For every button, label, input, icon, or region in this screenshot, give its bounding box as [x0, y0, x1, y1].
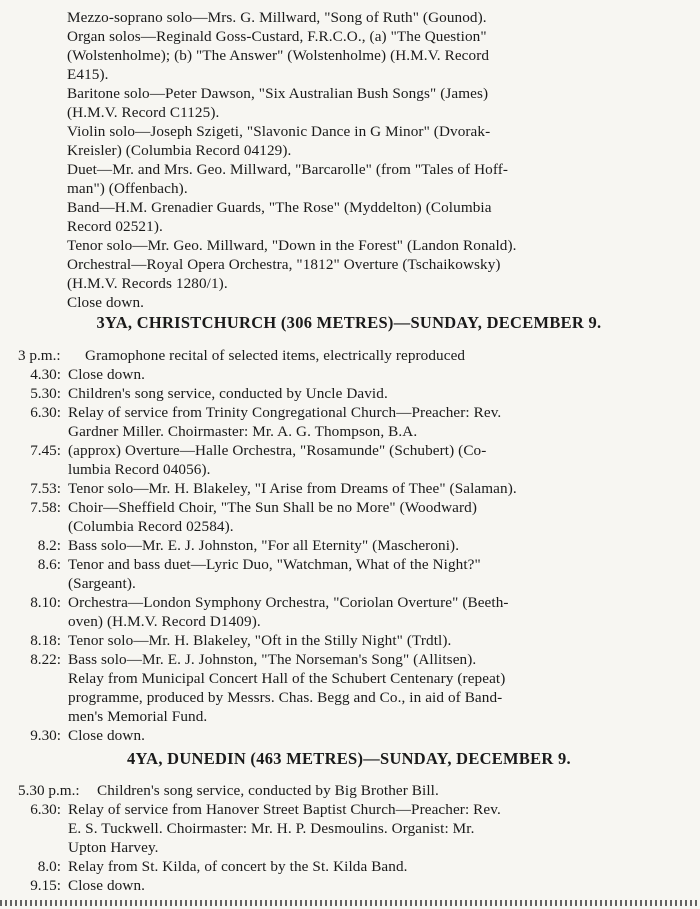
program-line: Relay of service from Trinity Congregational Church—Preacher: Rev.: [68, 404, 502, 421]
time-label: 8.22:: [30, 651, 61, 668]
program-line: (Columbia Record 02584).: [68, 518, 234, 535]
program-line: oven) (H.M.V. Record D1409).: [68, 613, 261, 630]
program-line: E415).: [67, 66, 109, 83]
program-line: Children's song service, conducted by Big Brother Bill.: [97, 782, 439, 799]
time-label: 4.30:: [30, 366, 61, 383]
time-label: 8.0:: [37, 858, 61, 875]
time-label: 9.15:: [30, 877, 61, 894]
program-line: Duet—Mr. and Mrs. Geo. Millward, "Barcarolle" (from "Tales of Hoff-: [67, 161, 509, 178]
section-heading-christchurch: 3YA, CHRISTCHURCH (306 METRES)—SUNDAY, DECEMBER 9.: [96, 313, 602, 332]
program-line: Tenor solo—Mr. Geo. Millward, "Down in the Forest" (Landon Ronald).: [67, 237, 517, 254]
time-label: 3 p.m.:: [18, 347, 61, 364]
time-label: 9.30:: [30, 727, 61, 744]
time-label: 6.30:: [30, 404, 61, 421]
time-label: 7.45:: [30, 442, 61, 459]
program-line: Tenor solo—Mr. H. Blakeley, "Oft in the Stilly Night" (Trdtl).: [68, 632, 452, 649]
section-heading-dunedin: 4YA, DUNEDIN (463 METRES)—SUNDAY, DECEMBER 9.: [126, 749, 571, 768]
program-line: Organ solos—Reginald Goss-Custard, F.R.C.O., (a) "The Question": [67, 28, 487, 45]
program-line: Gramophone recital of selected items, electrically reproduced: [85, 347, 466, 364]
program-line: (H.M.V. Record C1125).: [67, 104, 220, 121]
program-line: Violin solo—Joseph Szigeti, "Slavonic Dance in G Minor" (Dvorak-: [67, 123, 491, 140]
program-line: Band—H.M. Grenadier Guards, "The Rose" (Myddelton) (Columbia: [67, 199, 492, 216]
program-line: (H.M.V. Records 1280/1).: [67, 275, 228, 292]
program-line: E. S. Tuckwell. Choirmaster: Mr. H. P. Desmoulins. Organist: Mr.: [68, 820, 475, 837]
program-line: programme, produced by Messrs. Chas. Begg and Co., in aid of Band-: [68, 689, 503, 706]
time-label: 5.30 p.m.:: [18, 782, 80, 799]
time-label: 5.30:: [30, 385, 61, 402]
program-line: Relay from Municipal Concert Hall of the Schubert Centenary (repeat): [68, 670, 506, 687]
program-line: Tenor solo—Mr. H. Blakeley, "I Arise from Dreams of Thee" (Salaman).: [68, 480, 517, 497]
program-line: (Sargeant).: [68, 575, 136, 592]
program-line: Mezzo-soprano solo—Mrs. G. Millward, "Song of Ruth" (Gounod).: [67, 9, 487, 26]
program-line: Bass solo—Mr. E. J. Johnston, "The Norseman's Song" (Allitsen).: [68, 651, 477, 668]
program-line: Orchestra—London Symphony Orchestra, "Coriolan Overture" (Beeth-: [68, 594, 509, 611]
program-line: Relay of service from Hanover Street Baptist Church—Preacher: Rev.: [68, 801, 501, 818]
program-line: (approx) Overture—Halle Orchestra, "Rosamunde" (Schubert) (Co-: [68, 442, 487, 459]
program-line: Close down.: [68, 727, 146, 744]
program-line: Bass solo—Mr. E. J. Johnston, "For all Eternity" (Mascheroni).: [68, 537, 460, 554]
time-label: 8.6:: [37, 556, 61, 573]
program-line: Kreisler) (Columbia Record 04129).: [67, 142, 292, 159]
program-line: Close down.: [68, 877, 146, 894]
page-bottom-rule: [0, 900, 700, 906]
program-line: man") (Offenbach).: [67, 180, 188, 197]
time-label: 8.10:: [30, 594, 61, 611]
program-line: Relay from St. Kilda, of concert by the St. Kilda Band.: [68, 858, 408, 875]
program-line: Upton Harvey.: [68, 839, 159, 856]
program-line: Baritone solo—Peter Dawson, "Six Australian Bush Songs" (James): [67, 85, 489, 102]
program-line: Tenor and bass duet—Lyric Duo, "Watchman, What of the Night?": [68, 556, 481, 573]
time-label: 7.58:: [30, 499, 61, 516]
time-label: 8.18:: [30, 632, 61, 649]
program-line: Children's song service, conducted by Uncle David.: [68, 385, 388, 402]
program-line: Close down.: [67, 294, 145, 311]
program-line: Record 02521).: [67, 218, 163, 235]
time-label: 6.30:: [30, 801, 61, 818]
program-line: (Wolstenholme); (b) "The Answer" (Wolstenholme) (H.M.V. Record: [67, 47, 490, 64]
program-line: Choir—Sheffield Choir, "The Sun Shall be no More" (Woodward): [68, 499, 477, 516]
program-line: Close down.: [68, 366, 146, 383]
program-line: Orchestral—Royal Opera Orchestra, "1812" Overture (Tschaikowsky): [67, 256, 501, 273]
time-label: 8.2:: [37, 537, 61, 554]
program-line: men's Memorial Fund.: [68, 708, 208, 725]
program-line: Gardner Miller. Choirmaster: Mr. A. G. Thompson, B.A.: [68, 423, 418, 440]
program-line: lumbia Record 04056).: [68, 461, 211, 478]
time-label: 7.53:: [30, 480, 61, 497]
